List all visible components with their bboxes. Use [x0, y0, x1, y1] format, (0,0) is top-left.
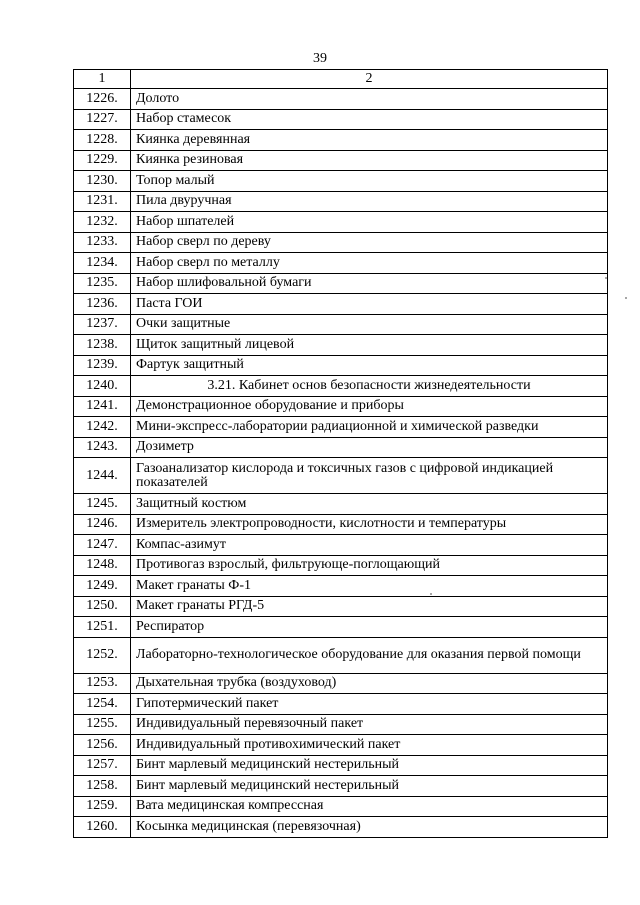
item-name: Демонстрационное оборудование и приборы: [131, 396, 608, 417]
row-number: 1239.: [74, 355, 131, 376]
table-row: [74, 355, 608, 376]
item-name: Паста ГОИ: [131, 294, 608, 315]
table-row: [74, 191, 608, 212]
item-name: Вата медицинская компрессная: [131, 796, 608, 817]
row-number: 1237.: [74, 314, 131, 335]
item-name: Макет гранаты РГД-5: [131, 596, 608, 617]
table-row: [74, 755, 608, 776]
item-name: Набор сверл по металлу: [131, 253, 608, 274]
item-name: Измеритель электропроводности, кислотности и температуры: [131, 514, 608, 535]
item-name: Респиратор: [131, 617, 608, 638]
row-number: 1252.: [74, 637, 131, 673]
column-header-number: 1: [74, 70, 131, 89]
item-name: Долото: [131, 89, 608, 110]
inventory-table: [73, 69, 608, 838]
table-row: [74, 294, 608, 315]
item-name: Косынка медицинская (перевязочная): [131, 817, 608, 838]
row-number: 1257.: [74, 755, 131, 776]
item-name: Пила двуручная: [131, 191, 608, 212]
table-row: [74, 458, 608, 494]
item-name: Дыхательная трубка (воздуховод): [131, 673, 608, 694]
item-name: Лабораторно-технологическое оборудование для оказания первой помощи: [131, 637, 608, 673]
item-name: Макет гранаты Ф-1: [131, 576, 608, 597]
item-name: Дозиметр: [131, 437, 608, 458]
table-body: [74, 89, 608, 838]
table-row: [74, 776, 608, 797]
item-name: Киянка деревянная: [131, 130, 608, 151]
row-number: 1244.: [74, 458, 131, 494]
row-number: 1247.: [74, 535, 131, 556]
table-row: [74, 694, 608, 715]
row-number: 1255.: [74, 714, 131, 735]
row-number: 1228.: [74, 130, 131, 151]
table-row: [74, 171, 608, 192]
item-name: Противогаз взрослый, фильтрующе-поглощающий: [131, 555, 608, 576]
row-number: 1248.: [74, 555, 131, 576]
row-number: 1249.: [74, 576, 131, 597]
item-name: Набор сверл по дереву: [131, 232, 608, 253]
table-row: [74, 514, 608, 535]
table-row: [74, 576, 608, 597]
table-row: [74, 673, 608, 694]
row-number: 1258.: [74, 776, 131, 797]
item-name: Фартук защитный: [131, 355, 608, 376]
table-row: [74, 596, 608, 617]
row-number: 1226.: [74, 89, 131, 110]
row-number: 1253.: [74, 673, 131, 694]
table-row: [74, 714, 608, 735]
item-name: Набор шлифовальной бумаги: [131, 273, 608, 294]
row-number: 1238.: [74, 335, 131, 356]
table-row: [74, 637, 608, 673]
row-number: 1260.: [74, 817, 131, 838]
table-row: [74, 253, 608, 274]
row-number: 1245.: [74, 494, 131, 515]
table-row: [74, 535, 608, 556]
item-name: Мини-экспресс-лаборатории радиационной и химической разведки: [131, 417, 608, 438]
scan-speck: [625, 297, 627, 299]
row-number: 1246.: [74, 514, 131, 535]
table-row: [74, 130, 608, 151]
table-row: [74, 335, 608, 356]
table-row: [74, 796, 608, 817]
table-row: [74, 396, 608, 417]
table-row: [74, 617, 608, 638]
row-number: 1243.: [74, 437, 131, 458]
row-number: 1240.: [74, 376, 131, 397]
table-row: [74, 437, 608, 458]
item-name: Индивидуальный перевязочный пакет: [131, 714, 608, 735]
table-row: [74, 314, 608, 335]
row-number: 1259.: [74, 796, 131, 817]
item-name: Киянка резиновая: [131, 150, 608, 171]
row-number: 1231.: [74, 191, 131, 212]
row-number: 1241.: [74, 396, 131, 417]
item-name: Защитный костюм: [131, 494, 608, 515]
table-header-row: [74, 70, 608, 89]
table-row: [74, 494, 608, 515]
page-number: 39: [313, 51, 327, 66]
row-number: 1232.: [74, 212, 131, 233]
row-number: 1229.: [74, 150, 131, 171]
item-name: Очки защитные: [131, 314, 608, 335]
row-number: 1242.: [74, 417, 131, 438]
row-number: 1234.: [74, 253, 131, 274]
item-name: Индивидуальный противохимический пакет: [131, 735, 608, 756]
table-row: [74, 817, 608, 838]
row-number: 1233.: [74, 232, 131, 253]
row-number: 1256.: [74, 735, 131, 756]
row-number: 1236.: [74, 294, 131, 315]
item-name: Топор малый: [131, 171, 608, 192]
row-number: 1250.: [74, 596, 131, 617]
table-row: [74, 735, 608, 756]
table-row: [74, 150, 608, 171]
row-number: 1235.: [74, 273, 131, 294]
row-number: 1251.: [74, 617, 131, 638]
item-name: Гипотермический пакет: [131, 694, 608, 715]
item-name: Набор шпателей: [131, 212, 608, 233]
row-number: 1230.: [74, 171, 131, 192]
item-name: Компас-азимут: [131, 535, 608, 556]
item-name: Газоанализатор кислорода и токсичных газов с цифровой индикацией показателей: [131, 458, 608, 494]
row-number: 1254.: [74, 694, 131, 715]
item-name: Щиток защитный лицевой: [131, 335, 608, 356]
table-row: [74, 109, 608, 130]
item-name: Бинт марлевый медицинский нестерильный: [131, 776, 608, 797]
item-name: Набор стамесок: [131, 109, 608, 130]
item-name: Бинт марлевый медицинский нестерильный: [131, 755, 608, 776]
table-row: [74, 212, 608, 233]
table-row: [74, 89, 608, 110]
column-header-name: 2: [131, 70, 608, 89]
section-row: [74, 376, 608, 397]
table-row: [74, 417, 608, 438]
table-row: [74, 232, 608, 253]
table-row: [74, 273, 608, 294]
section-title: 3.21. Кабинет основ безопасности жизнедеятельности: [131, 376, 608, 397]
row-number: 1227.: [74, 109, 131, 130]
table-row: [74, 555, 608, 576]
